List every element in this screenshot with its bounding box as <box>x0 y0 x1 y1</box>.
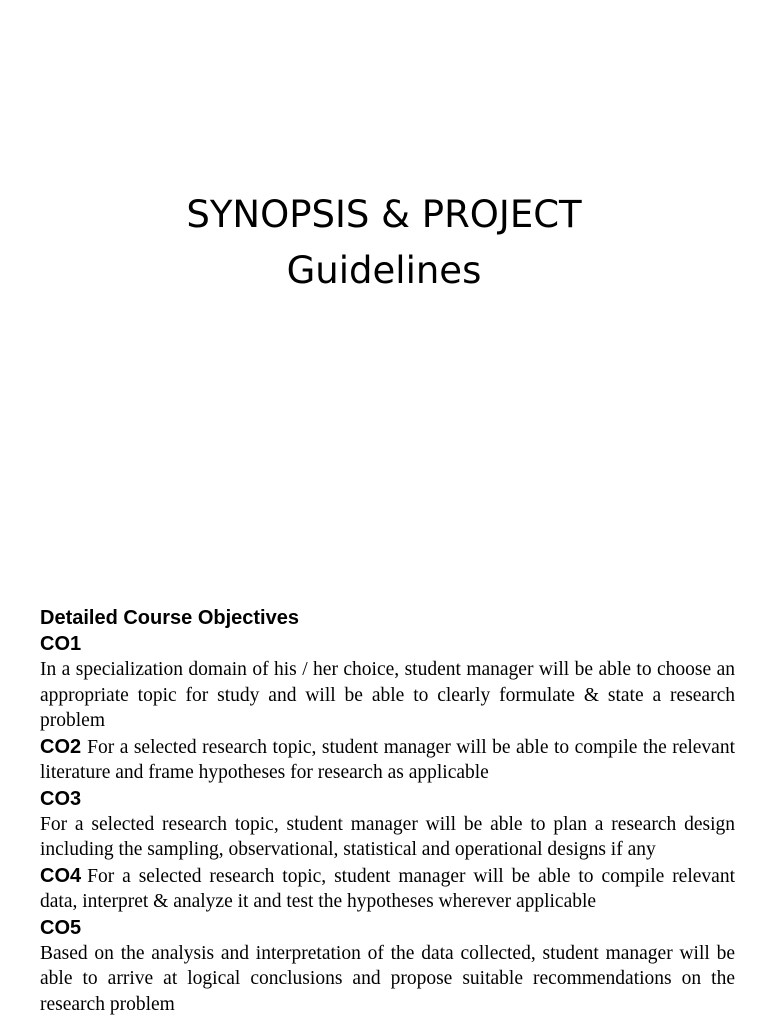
course-objectives <box>40 605 735 1017</box>
objective-text: For a selected research topic, student manager will be able to compile relevant data, interpret & analyze it and test the hypotheses wherever applicable <box>40 865 735 912</box>
objective-co5 <box>40 915 735 1018</box>
objective-text: For a selected research topic, student manager will be able to compile the relevant literature and frame hypotheses for research as applicable <box>40 736 735 783</box>
objective-text: Based on the analysis and interpretation of the data collected, student manager will be able to arrive at logical conclusions and propose suitable recommendations on the research problem <box>40 942 735 1015</box>
objective-label: CO4 <box>40 864 82 887</box>
objective-paragraph <box>40 863 735 915</box>
objective-co4 <box>40 863 735 915</box>
title-line-2: Guidelines <box>286 249 482 292</box>
objective-label: CO5 <box>40 916 82 939</box>
objective-co1 <box>40 631 735 734</box>
objective-paragraph <box>40 734 735 786</box>
objective-label: CO3 <box>40 787 82 810</box>
objectives-heading: Detailed Course Objectives <box>40 607 299 629</box>
objective-co2 <box>40 734 735 786</box>
objective-label: CO2 <box>40 735 82 758</box>
title-line-1: SYNOPSIS & PROJECT <box>186 193 582 236</box>
objective-co3 <box>40 786 735 863</box>
objective-text: In a specialization domain of his / her choice, student manager will be able to choose an appropriate topic for study and will be able to clearly formulate & state a research problem <box>40 659 735 731</box>
objective-text: For a selected research topic, student manager will be able to plan a research design including the sampling, observational, statistical and operational designs if any <box>40 813 735 860</box>
objective-label: CO1 <box>40 633 82 655</box>
slide-title <box>0 187 768 299</box>
